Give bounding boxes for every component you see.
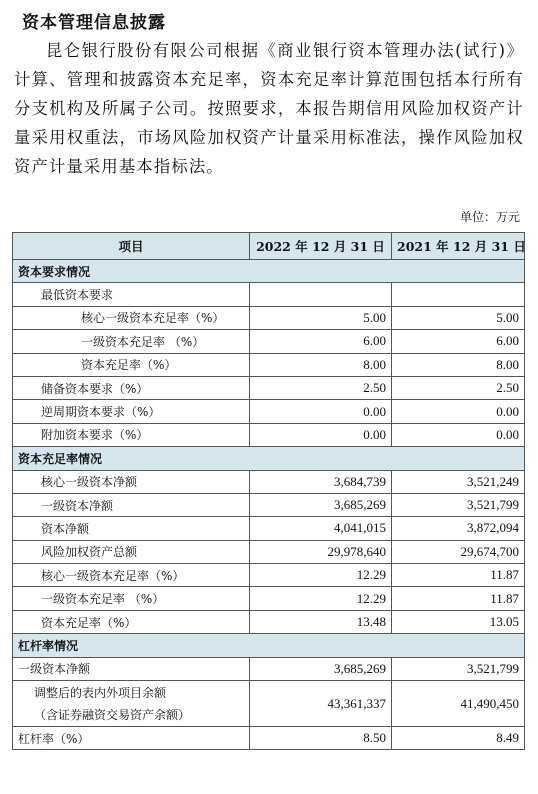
row-label: 附加资本要求（%） (13, 423, 250, 446)
row-label: 一级资本净额 (13, 493, 250, 516)
table-row (13, 353, 525, 376)
table-header-row (13, 233, 525, 260)
table-row (13, 423, 525, 446)
table-row (13, 564, 525, 587)
table-row (13, 400, 525, 423)
header-item: 项目 (13, 233, 250, 260)
value-2022: 4,041,015 (250, 517, 392, 540)
value-2022: 3,685,269 (250, 493, 392, 516)
table-row (13, 727, 525, 750)
value-2022: 0.00 (250, 423, 392, 446)
row-label: 一级资本充足率 （%） (13, 330, 250, 353)
value-2022: 6.00 (250, 330, 392, 353)
section-capital-adequacy: 资本充足率情况 (13, 447, 525, 470)
value-2021: 8.49 (392, 727, 525, 750)
row-label: 资本充足率（%） (13, 353, 250, 376)
value-2021: 0.00 (392, 400, 525, 423)
row-label: 核心一级资本净额 (13, 470, 250, 493)
table-row (13, 283, 525, 306)
value-2021 (392, 283, 525, 306)
value-2022: 5.00 (250, 306, 392, 329)
table-row (13, 540, 525, 563)
header-2021: 2021 年 12 月 31 日 (392, 233, 525, 260)
value-2021: 3,872,094 (392, 517, 525, 540)
section-capital-requirement: 资本要求情况 (13, 260, 525, 283)
table-row (13, 517, 525, 540)
unit-label: 单位：万元 (459, 210, 520, 224)
table-row (13, 587, 525, 610)
value-2022: 0.00 (250, 400, 392, 423)
table-row (13, 470, 525, 493)
value-2021: 11.87 (392, 587, 525, 610)
value-2021: 11.87 (392, 564, 525, 587)
value-2021: 3,521,249 (392, 470, 525, 493)
row-label: 资本净额 (13, 517, 250, 540)
value-2022: 3,684,739 (250, 470, 392, 493)
value-2021: 6.00 (392, 330, 525, 353)
value-2022 (250, 283, 392, 306)
capital-table (12, 232, 525, 750)
value-2022: 43,361,337 (250, 681, 392, 727)
table-row (13, 306, 525, 329)
page-title: 资本管理信息披露 (22, 13, 166, 33)
row-label-line2: （含证券融资交易资产余额） (34, 707, 191, 722)
value-2021: 41,490,450 (392, 681, 525, 727)
value-2021: 29,674,700 (392, 540, 525, 563)
value-2021: 8.00 (392, 353, 525, 376)
table-row (13, 681, 525, 727)
value-2022: 2.50 (250, 376, 392, 399)
section-row (13, 260, 525, 283)
value-2021: 2.50 (392, 376, 525, 399)
value-2021: 13.05 (392, 610, 525, 633)
value-2021: 3,521,799 (392, 493, 525, 516)
row-label: 一级资本充足率 （%） (13, 587, 250, 610)
row-label: 最低资本要求 (13, 283, 250, 306)
value-2022: 8.50 (250, 727, 392, 750)
table-row (13, 330, 525, 353)
row-label: 杠杆率（%） (13, 727, 250, 750)
value-2021: 3,521,799 (392, 657, 525, 680)
value-2021: 0.00 (392, 423, 525, 446)
table-row (13, 376, 525, 399)
section-row (13, 634, 525, 657)
row-label: 核心一级资本充足率（%） (13, 306, 250, 329)
row-label: 风险加权资产总额 (13, 540, 250, 563)
section-leverage: 杠杆率情况 (13, 634, 525, 657)
value-2022: 3,685,269 (250, 657, 392, 680)
row-label: 逆周期资本要求（%） (13, 400, 250, 423)
row-label-multiline (13, 681, 250, 727)
value-2022: 12.29 (250, 587, 392, 610)
section-row (13, 447, 525, 470)
table-row (13, 657, 525, 680)
row-label: 一级资本净额 (13, 657, 250, 680)
header-2022: 2022 年 12 月 31 日 (250, 233, 392, 260)
table-row (13, 493, 525, 516)
row-label: 核心一级资本充足率（%） (13, 564, 250, 587)
value-2022: 8.00 (250, 353, 392, 376)
row-label-line1: 调整后的表内外项目余额 (34, 685, 167, 700)
value-2022: 29,978,640 (250, 540, 392, 563)
row-label: 储备资本要求（%） (13, 376, 250, 399)
intro-paragraph: 昆仑银行股份有限公司根据《商业银行资本管理办法(试行)》计算、管理和披露资本充足率，资本充足率计算范围包括本行所有分支机构及所属子公司。按照要求，本报告期信用风险加权资产计量采用权重法，市场风险加权资产计量采用标准法，操作风险加权资产计量采用基本指标法。 (14, 41, 524, 176)
value-2022: 13.48 (250, 610, 392, 633)
value-2021: 5.00 (392, 306, 525, 329)
value-2022: 12.29 (250, 564, 392, 587)
row-label: 资本充足率（%） (13, 610, 250, 633)
table-row (13, 610, 525, 633)
